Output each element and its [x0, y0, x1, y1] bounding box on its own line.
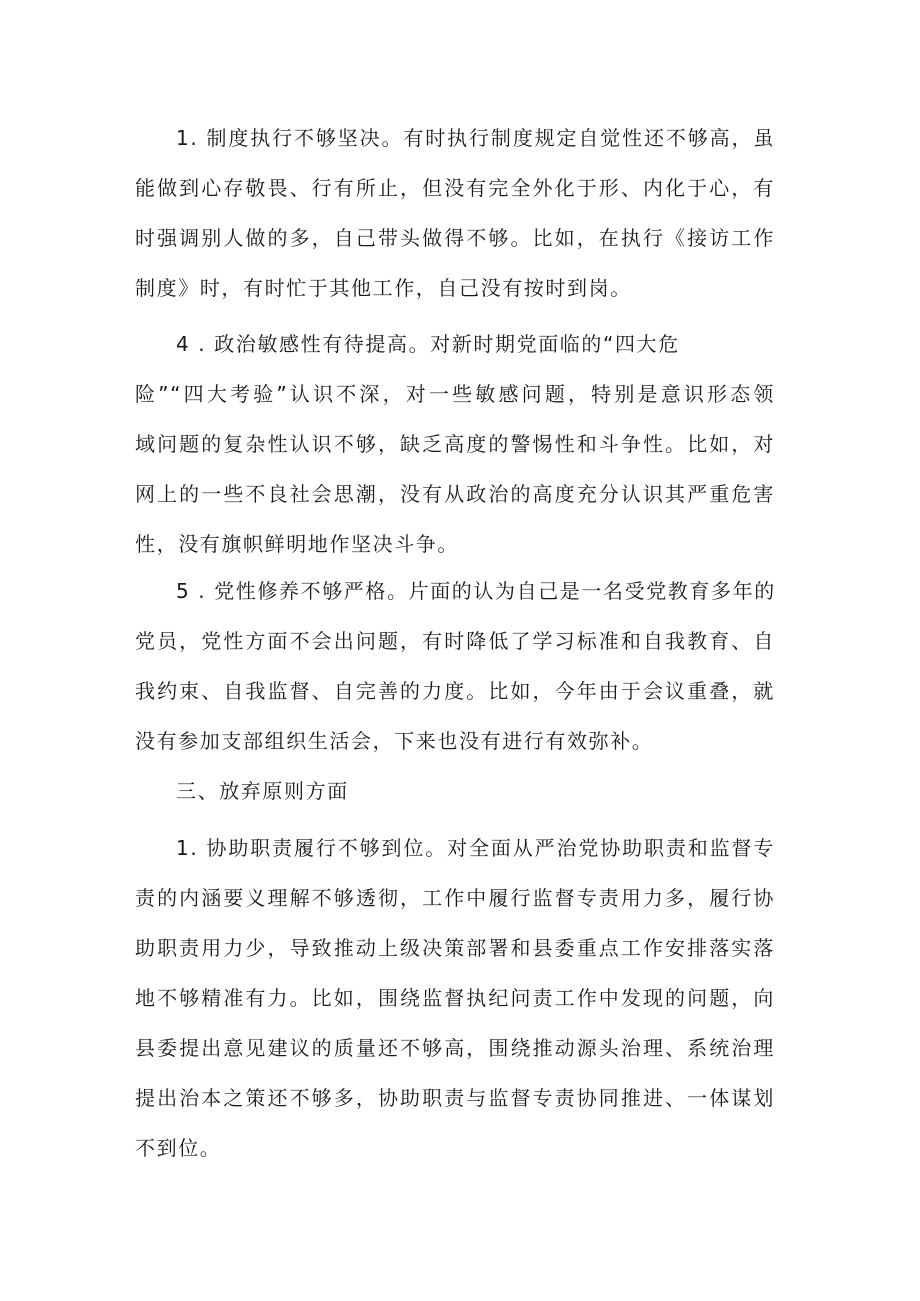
paragraph-institution-execution — [135, 113, 775, 313]
text-line: 助职责用力少，导致推动上级决策部署和县委重点工作安排落实落 — [135, 936, 775, 960]
text-line: 5 . 党性修养不够严格。片面的认为自己是一名受党教育多年的 — [176, 579, 776, 603]
text-line: 提出治本之策还不够多，协助职责与监督专责协同推进、一体谋划 — [135, 1086, 775, 1110]
text-line: 责的内涵要义理解不够透彻，工作中履行监督专责用力多，履行协 — [135, 886, 775, 910]
text-line: 1. 协助职责履行不够到位。对全面从严治党协助职责和监督专 — [176, 836, 775, 860]
text-line: 我约束、自我监督、自完善的力度。比如，今年由于会议重叠，就 — [135, 679, 775, 703]
section-heading: 三、放弃原则方面 — [176, 779, 349, 803]
text-line: 性，没有旗帜鲜明地作坚决斗争。 — [135, 532, 459, 556]
paragraph-assist-duties — [135, 823, 775, 1173]
text-line: 党员，党性方面不会出问题，有时降低了学习标准和自我教育、自 — [135, 629, 775, 653]
text-line: 没有参加支部组织生活会，下来也没有进行有效弥补。 — [135, 729, 654, 753]
text-line: 不到位。 — [135, 1136, 222, 1160]
paragraph-party-cultivation — [135, 566, 775, 766]
text-line: 网上的一些不良社会思潮，没有从政治的高度充分认识其严重危害 — [135, 482, 775, 506]
text-line: 制度》时，有时忙于其他工作，自己没有按时到岗。 — [135, 276, 632, 300]
paragraph-political-sensitivity — [135, 319, 775, 569]
text-line: 域问题的复杂性认识不够，缺乏高度的警惕性和斗争性。比如，对 — [135, 432, 775, 456]
text-line: 时强调别人做的多，自己带头做得不够。比如，在执行《接访工作 — [135, 226, 775, 250]
text-line: 地不够精准有力。比如，围绕监督执纪问责工作中发现的问题，向 — [135, 986, 775, 1010]
text-line: 1. 制度执行不够坚决。有时执行制度规定自觉性还不够高，虽 — [176, 126, 775, 150]
section-heading-abandon-principles — [135, 766, 775, 816]
text-line: 能做到心存敬畏、行有所止，但没有完全外化于形、内化于心，有 — [135, 176, 775, 200]
text-line: 险”“四大考验”认识不深，对一些敏感问题，特别是意识形态领 — [135, 382, 775, 406]
text-line: 4 . 政治敏感性有待提高。对新时期党面临的“四大危 — [176, 332, 680, 356]
text-line: 县委提出意见建议的质量还不够高，围绕推动源头治理、系统治理 — [135, 1036, 775, 1060]
